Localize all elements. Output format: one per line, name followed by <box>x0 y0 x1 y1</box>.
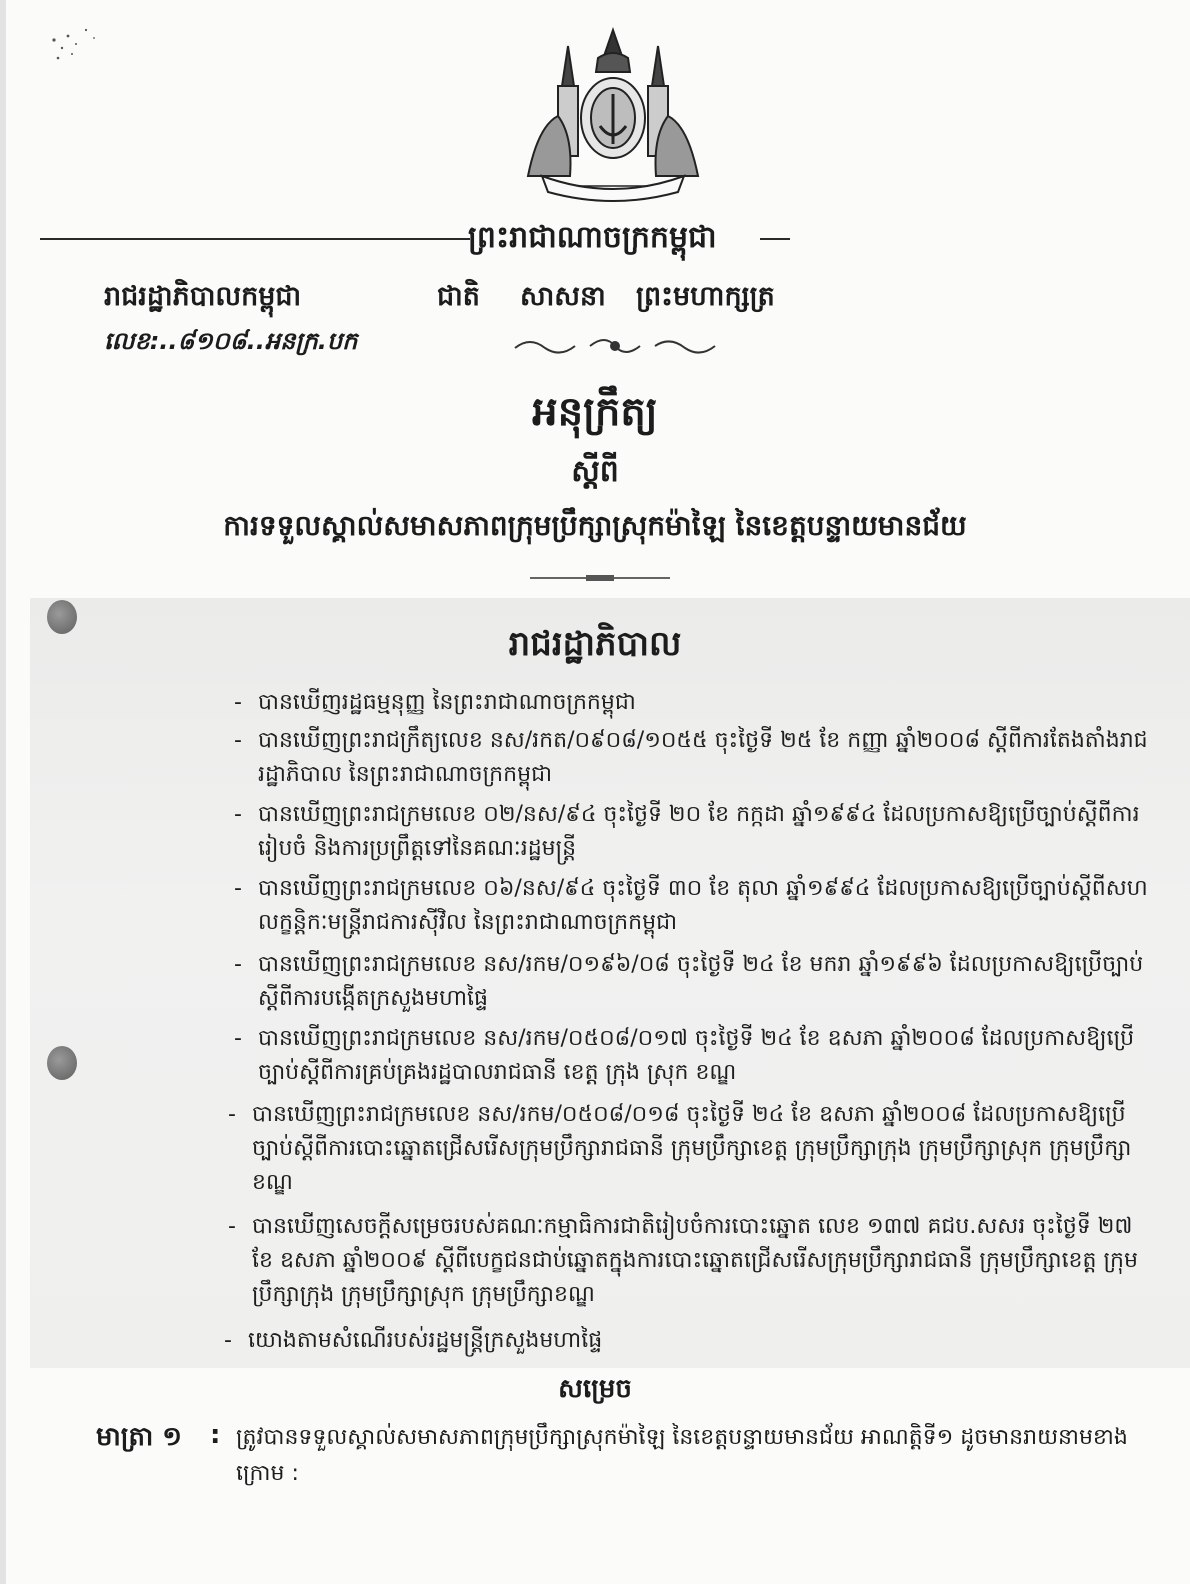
recital-text: បានឃើញព្រះរាជក្រឹត្យលេខ នស/រកត/០៩០៨/១០៥៥ ចុះថ្ងៃទី ២៥ ខែ កញ្ញា ឆ្នាំ២០០៨ ស្តីពីការតែងតាំងរាជរដ្ឋាភិបាល នៃព្រះរាជាណាចក្រកម្ពុជា <box>258 728 1148 787</box>
recital-item <box>234 872 1148 940</box>
motto-king: ព្រះមហាក្សត្រ <box>636 281 775 312</box>
recital-item <box>228 1098 1148 1200</box>
motto-religion: សាសនា <box>520 281 606 312</box>
list-dash: - <box>228 1102 236 1127</box>
header-rule-left <box>40 238 470 240</box>
recital-text: បានឃើញរដ្ឋធម្មនុញ្ញ នៃព្រះរាជាណាចក្រកម្ពុជា <box>258 690 636 715</box>
recital-text: បានឃើញព្រះរាជក្រមលេខ នស/រកម/០១៩៦/០៨ ចុះថ្ងៃទី ២៤ ខែ មករា ឆ្នាំ១៩៩៦ ដែលប្រកាសឱ្យប្រើច្បាប់ស្តីពីការបង្កើតក្រសួងមហាផ្ទៃ <box>258 952 1144 1011</box>
royal-coat-of-arms-emblem <box>518 26 708 206</box>
recital-text: បានឃើញសេចក្តីសម្រេចរបស់គណៈកម្មាធិការជាតិរៀបចំការបោះឆ្នោត លេខ ១៣៧ គជប.សសរ ចុះថ្ងៃទី ២៧ ខែ ឧសភា ឆ្នាំ២០០៩ ស្តីពីបេក្ខជនជាប់ឆ្នោតក្នុងការបោះឆ្នោតជ្រើសរើសក្រុមប្រឹក្សារាជធានី ក្រុមប្រឹក្សាខេត្ត ក្រុមប្រឹក្សាក្រុង ក្រុមប្រឹក្សាស្រុក ក្រុមប្រឹក្សាខណ្ឌ <box>252 1214 1138 1307</box>
page-edge <box>0 0 6 1584</box>
recital-item <box>234 948 1148 1016</box>
article-label: មាត្រា ១ <box>96 1422 182 1452</box>
recital-text: បានឃើញព្រះរាជក្រមលេខ ០២/នស/៩៤ ចុះថ្ងៃទី ២០ ខែ កក្កដា ឆ្នាំ១៩៩៤ ដែលប្រកាសឱ្យប្រើច្បាប់ស្តីពីការរៀបចំ និងការប្រព្រឹត្តទៅនៃគណៈរដ្ឋមន្ត្រី <box>258 802 1140 861</box>
about-label: ស្តីពី <box>571 454 619 489</box>
list-dash: - <box>234 690 242 715</box>
list-dash: - <box>224 1328 232 1353</box>
list-dash: - <box>234 1026 242 1051</box>
kingdom-title: ព្រះរាជាណាចក្រកម្ពុជា <box>468 220 717 255</box>
recital-item <box>224 1324 1148 1358</box>
motto-nation: ជាតិ <box>437 281 480 312</box>
punch-hole-bottom <box>47 1046 77 1080</box>
header-rule-right <box>760 238 790 240</box>
article-colon: : <box>210 1420 221 1450</box>
recital-item <box>234 686 1138 720</box>
list-dash: - <box>234 728 242 753</box>
article-text: ត្រូវបានទទួលស្គាល់សមាសភាពក្រុមប្រឹក្សាស្រុកម៉ាឡៃ នៃខេត្តបន្ទាយមានជ័យ អាណត្តិទី១ ដូចមានរាយនាមខាងក្រោម : <box>236 1425 1128 1486</box>
government-name: រាជរដ្ឋាភិបាលកម្ពុជា <box>104 281 302 312</box>
recital-item <box>234 798 1148 866</box>
recital-text: បានឃើញព្រះរាជក្រមលេខ នស/រកម/០៥០៨/០១៧ ចុះថ្ងៃទី ២៤ ខែ ឧសភា ឆ្នាំ២០០៨ ដែលប្រកាសឱ្យប្រើច្បាប់ស្តីពីការគ្រប់គ្រងរដ្ឋបាលរាជធានី ខេត្ត ក្រុង ស្រុក ខណ្ឌ <box>258 1026 1135 1085</box>
recital-item <box>234 1022 1148 1090</box>
list-dash: - <box>228 1214 236 1239</box>
recital-text: បានឃើញព្រះរាជក្រមលេខ នស/រកម/០៥០៨/០១៨ ចុះថ្ងៃទី ២៤ ខែ ឧសភា ឆ្នាំ២០០៨ ដែលប្រកាសឱ្យប្រើច្បាប់ស្តីពីការបោះឆ្នោតជ្រើសរើសក្រុមប្រឹក្សារាជធានី ក្រុមប្រឹក្សាខេត្ត ក្រុមប្រឹក្សាក្រុង ក្រុមប្រឹក្សាស្រុក ក្រុមប្រឹក្សាខណ្ឌ <box>252 1102 1132 1195</box>
list-dash: - <box>234 876 242 901</box>
government-heading: រាជរដ្ឋាភិបាល <box>508 624 682 664</box>
reference-number: លេខ:..៨១០៨..អនក្រ.បក <box>104 327 358 355</box>
scan-speckle <box>46 18 116 68</box>
title-ornament <box>510 330 720 360</box>
recital-text: យោងតាមសំណើរបស់រដ្ឋមន្ត្រីក្រសួងមហាផ្ទៃ <box>248 1328 603 1353</box>
decision-heading: សម្រេច <box>558 1374 632 1404</box>
recital-item <box>234 724 1148 792</box>
document-type: អនុក្រឹត្យ <box>532 389 658 435</box>
recital-text: បានឃើញព្រះរាជក្រមលេខ ០៦/នស/៩៤ ចុះថ្ងៃទី ៣០ ខែ តុលា ឆ្នាំ១៩៩៤ ដែលប្រកាសឱ្យប្រើច្បាប់ស្តីពីសហលក្ខន្តិកៈមន្ត្រីរាជការស៊ីវិល នៃព្រះរាជាណាចក្រកម្ពុជា <box>258 876 1148 935</box>
list-dash: - <box>234 802 242 827</box>
list-dash: - <box>234 952 242 977</box>
section-divider <box>530 572 670 584</box>
document-subject: ការទទួលស្គាល់សមាសភាពក្រុមប្រឹក្សាស្រុកម៉ាឡៃ នៃខេត្តបន្ទាយមានជ័យ <box>223 509 967 542</box>
recital-item <box>228 1210 1148 1312</box>
